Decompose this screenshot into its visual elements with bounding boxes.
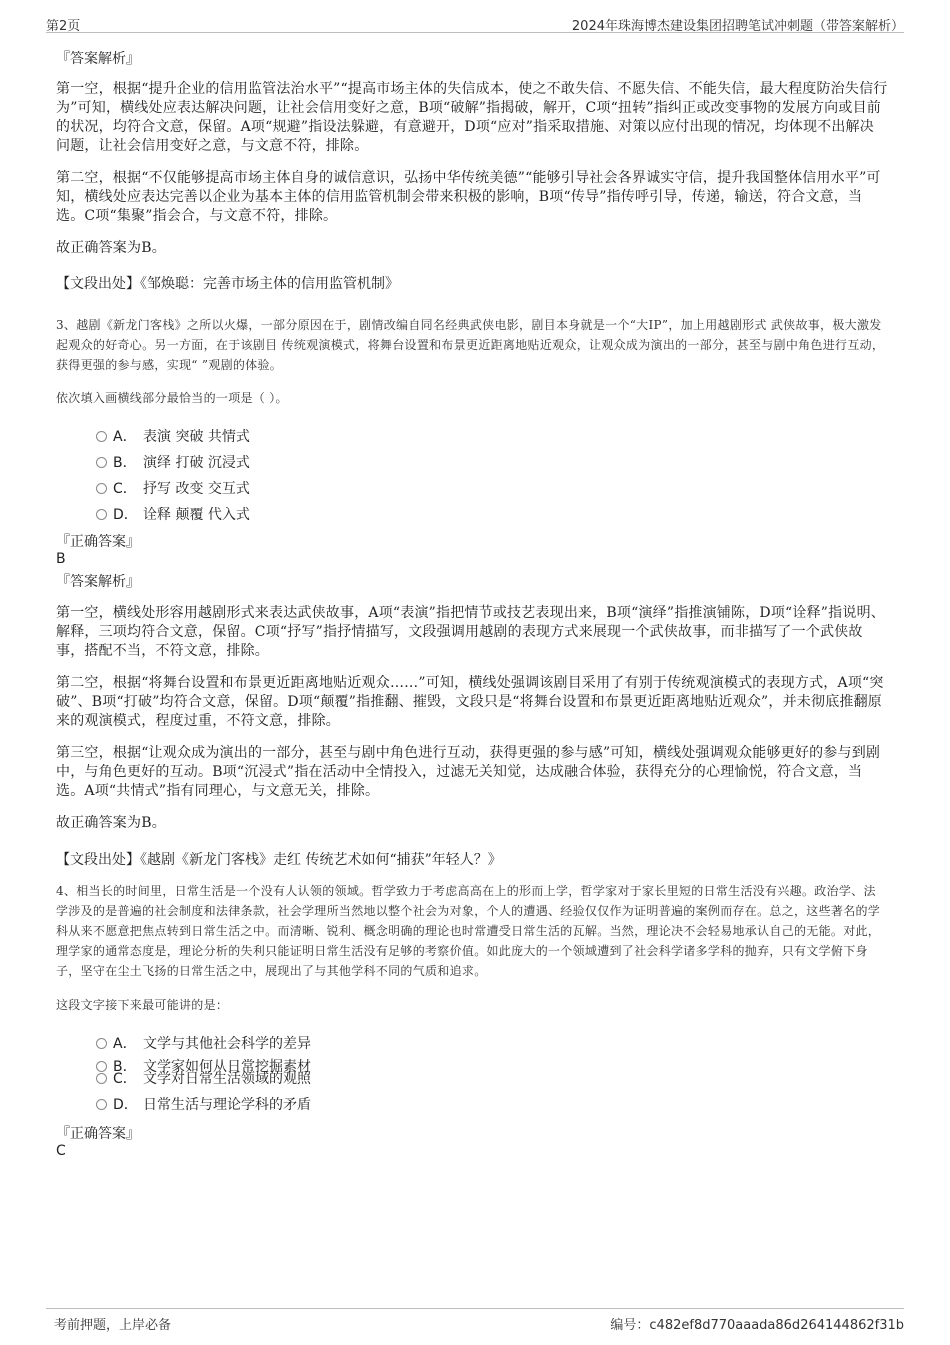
q3-analysis-paragraph-2: 第二空，根据“将舞台设置和布景更近距离地贴近观众……”可知，横线处强调该剧目采用了有别于传统观演模式的表现方式，A项“突破”、B项“打破”均符合文意，保留。D项“颠覆”指推翻、摧毁，文段只是“将舞台设置和布景更近距离地贴近观众”，并未彻底推翻原来的观演模式，程度过重，不符文意，排除。 — [56, 675, 884, 729]
q3-prompt: 依次填入画横线部分最恰当的一项是（ ）。 — [56, 391, 288, 405]
q4-stem: 4、相当长的时间里，日常生活是一个没有人认领的领域。哲学致力于考虑高高在上的形而上学，哲学家对于家长里短的日常生活没有兴趣。政治学、法学涉及的是普遍的社会制度和法律条款，社会学理所当然地以整个社会为对象，个人的遭遇、经验仅仅作为证明普遍的案例而存在。总之，这些著名的学科从来不愿意把焦点转到日常生活之中。而清晰、锐利、概念明确的理论也时常遭受日常生活的瓦解。当然，理论决不会轻易地承认自己的无能。对此，理学家的通常态度是，理论分析的失利只能证明日常生活没有足够的考察价值。如此庞大的一个领域遭到了社会科学诸多学科的抛弃，只有文学俯下身子，坚守在尘土飞扬的日常生活之中，展现出了与其他学科不同的气质和追求。 — [56, 884, 881, 978]
page-header — [46, 12, 904, 33]
footer-slogan: 考前押题，上岸必备 — [54, 1318, 172, 1333]
q3-analysis-paragraph-3: 第三空，根据“让观众成为演出的一部分，甚至与剧中角色进行互动，获得更强的参与感”可知，横线处强调观众能够更好的参与到剧中，与角色更好的互动。B项“沉浸式”指在活动中全情投入，过滤无关知觉，达成融合体验，获得充分的心理愉悦，符合文意，当选。A项“共情式”指有同理心，与文意无关，排除。 — [56, 745, 881, 799]
page-number: 第2页 — [46, 19, 81, 34]
q3-option-b[interactable]: B． 演绎 打破 沉浸式 — [96, 452, 250, 472]
q3-source: 【文段出处】《越剧《新龙门客栈》走红 传统艺术如何“捕获”年轻人？》 — [56, 852, 502, 868]
q3-analysis-paragraph-1: 第一空，横线处形容用越剧形式来表达武侠故事，A项“表演”指把情节或技艺表现出来，B项“演绎”指推演铺陈，D项“诠释”指说明、解释，三项均符合文意，保留。C项“抒写”指抒情描写，文段强调用越剧的表现方式来展现一个武侠故事，而非描写了一个武侠故事，搭配不当，不符文意，排除。 — [56, 605, 885, 659]
q4-correct-label: 『正确答案』 — [56, 1126, 140, 1142]
q2-conclusion: 故正确答案为B。 — [56, 240, 166, 256]
q4-option-d[interactable]: D． 日常生活与理论学科的矛盾 — [96, 1094, 311, 1114]
document-title: 2024年珠海博杰建设集团招聘笔试冲刺题（带答案解析） — [571, 19, 904, 34]
q3-stem: 3、越剧《新龙门客栈》之所以火爆，一部分原因在于，剧情改编自同名经典武侠电影，剧目本身就是一个“大IP”，加上用越剧形式 武侠故事，极大激发起观众的好奇心。另一方面，在于该剧目 传统观演模式，将舞台设置和布景更近距离地贴近观众，让观众成为演出的一部分，甚至与剧中角色进行互动，获得更强的参与感，实现“ ”观剧的体验。 — [56, 318, 885, 372]
radio-icon[interactable] — [96, 457, 107, 468]
q3-correct-label: 『正确答案』 — [56, 534, 140, 550]
q3-option-c[interactable]: C． 抒写 改变 交互式 — [96, 478, 250, 498]
radio-icon[interactable] — [96, 431, 107, 442]
radio-icon[interactable] — [96, 1099, 107, 1110]
radio-icon[interactable] — [96, 1073, 107, 1084]
q2-source: 【文段出处】《邹焕聪：完善市场主体的信用监管机制》 — [56, 276, 399, 292]
q2-analysis-paragraph-2: 第二空，根据“不仅能够提高市场主体自身的诚信意识，弘扬中华传统美德”“能够引导社会各界诚实守信，提升我国整体信用水平”可知，横线处应表达完善以企业为基本主体的信用监管机制会带来积极的影响，B项“传导”指传呼引导，传递，输送，符合文意，当选。C项“集聚”指会合，与文意不符，排除。 — [56, 170, 881, 224]
radio-icon[interactable] — [96, 1038, 107, 1049]
q3-analysis-label: 『答案解析』 — [56, 574, 140, 590]
q3-conclusion: 故正确答案为B。 — [56, 815, 166, 831]
q2-analysis-paragraph-1: 第一空，根据“提升企业的信用监管法治水平”“提高市场主体的失信成本，使之不敢失信、不愿失信、不能失信，最大程度防治失信行为”可知，横线处应表达解决问题，让社会信用变好之意，B项“破解”指揭破，解开，C项“扭转”指纠正或改变事物的发展方向或目前的状况，均符合文意，保留。A项“规避”指设法躲避，有意避开，D项“应对”指采取措施、对策以应付出现的情况，均体现不出解决问题，让社会信用变好之意，与文意不符，排除。 — [56, 81, 888, 154]
q3-option-d[interactable]: D． 诠释 颠覆 代入式 — [96, 504, 250, 524]
q2-analysis-label: 『答案解析』 — [56, 51, 140, 67]
radio-icon[interactable] — [96, 509, 107, 520]
q3-option-a[interactable]: A． 表演 突破 共情式 — [96, 426, 250, 446]
q4-option-a[interactable]: A． 文学与其他社会科学的差异 — [96, 1033, 311, 1053]
page-footer — [46, 1308, 904, 1331]
q4-prompt: 这段文字接下来最可能讲的是： — [56, 998, 229, 1012]
radio-icon[interactable] — [96, 483, 107, 494]
q4-option-b[interactable]: B． 文学家如何从日常挖掘素材 — [96, 1056, 311, 1076]
q4-correct-answer: C — [56, 1143, 66, 1159]
q3-correct-answer: B — [56, 551, 66, 567]
q4-option-c[interactable]: C． 文学对日常生活领域的观照 — [96, 1068, 311, 1088]
document-id: 编号：c482ef8d770aaada86d264144862f31b — [610, 1318, 904, 1333]
